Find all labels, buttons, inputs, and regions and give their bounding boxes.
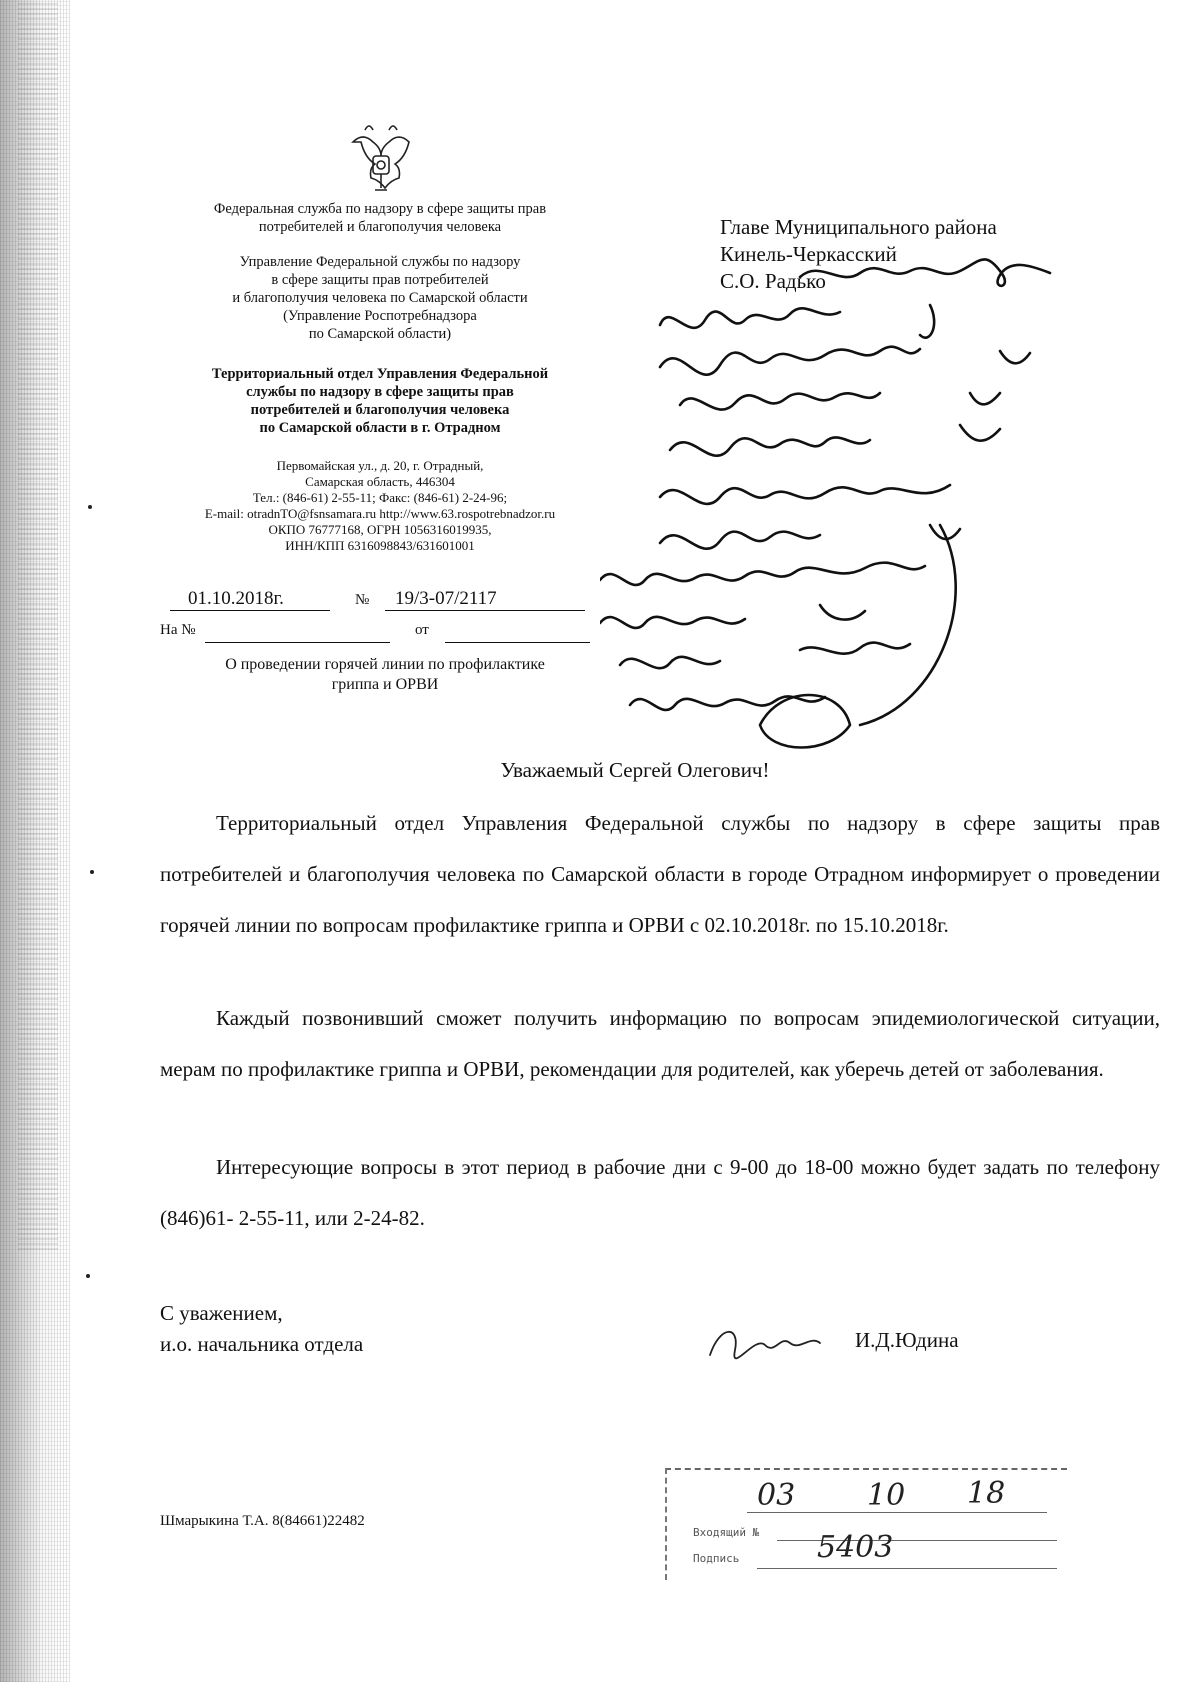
stamp-date-line <box>747 1512 1047 1513</box>
document-date: 01.10.2018г. <box>188 588 284 609</box>
executor-contact: Шмарыкина Т.А. 8(84661)22482 <box>160 1513 365 1529</box>
body-paragraph: Интересующие вопросы в этот период в рабочие дни с 9-00 до 18-00 можно будет задать по телефону (846)61- 2-55-11, или 2-24-82. <box>160 1155 1160 1230</box>
scan-speck <box>86 1274 90 1278</box>
stamp-incoming-number: 5403 <box>817 1530 894 1565</box>
date-underline <box>170 610 330 611</box>
department-contacts: Первомайская ул., д. 20, г. Отрадный, Самарская область, 446304 Тел.: (846-61) 2-55-11; Факс: (846-61) 2-24-96; E-mail: otradnTO@fsnsamara.ru http://www.63.rospotrebnadzor.ru ОКПО 76777168, ОГРН 1056316019935, ИНН/КПП 6316098843/631601001 <box>204 458 556 553</box>
scan-edge-artifact <box>0 0 70 1682</box>
handwritten-signature <box>700 1315 840 1365</box>
scan-speck <box>90 870 94 874</box>
document-number: 19/3-07/2117 <box>395 588 497 609</box>
stamp-year: 18 <box>967 1476 1006 1511</box>
directorate-name: Управление Федеральной службы по надзору в сфере защиты прав потребителей и благополучия человека по Самарской области (Управление Роспотребнадзора по Самарской области) <box>232 254 528 342</box>
coat-of-arms-icon <box>345 120 417 200</box>
ref-label: На № <box>160 622 196 638</box>
agency-name: Федеральная служба по надзору в сфере защиты прав потребителей и благополучия человека <box>213 201 547 235</box>
handwritten-resolution <box>600 255 1160 775</box>
department-name: Территориальный отдел Управления Федеральной службы по надзору в сфере защиты прав потребителей и благополучия человека по Самарской области в г. Отрадном <box>211 366 549 436</box>
stamp-signature-label: Подпись <box>693 1552 740 1565</box>
incoming-stamp <box>665 1468 1067 1580</box>
ref-underline <box>205 642 390 643</box>
body-paragraph: Каждый позвонивший сможет получить информацию по вопросам эпидемиологической ситуации, мерам по профилактике гриппа и ОРВИ, рекомендации для родителей, как уберечь детей от заболевания. <box>160 1006 1160 1081</box>
stamp-month: 10 <box>867 1478 906 1513</box>
signer-name: И.Д.Юдина <box>855 1328 959 1352</box>
stamp-day: 03 <box>757 1478 796 1513</box>
from-underline <box>445 642 590 643</box>
stamp-signature-line <box>757 1568 1057 1569</box>
salutation: Уважаемый Сергей Олегович! <box>500 758 770 782</box>
number-label: № <box>355 592 370 608</box>
number-underline <box>385 610 585 611</box>
stamp-incoming-label: Входящий № <box>693 1526 760 1539</box>
scan-speck <box>88 505 92 509</box>
body-paragraph: Территориальный отдел Управления Федеральной службы по надзору в сфере защиты прав потребителей и благополучия человека по Самарской области в городе Отрадном информирует о проведении горячей линии по вопросам профилактике гриппа и ОРВИ с 02.10.2018г. по 15.10.2018г. <box>160 811 1160 937</box>
closing: С уважением, и.о. начальника отдела <box>160 1301 364 1356</box>
addressee: Главе Муниципального района Кинель-Черкасский С.О. Радько <box>720 215 997 293</box>
from-label: от <box>415 622 429 638</box>
document-subject: О проведении горячей линии по профилактике гриппа и ОРВИ <box>225 656 545 693</box>
